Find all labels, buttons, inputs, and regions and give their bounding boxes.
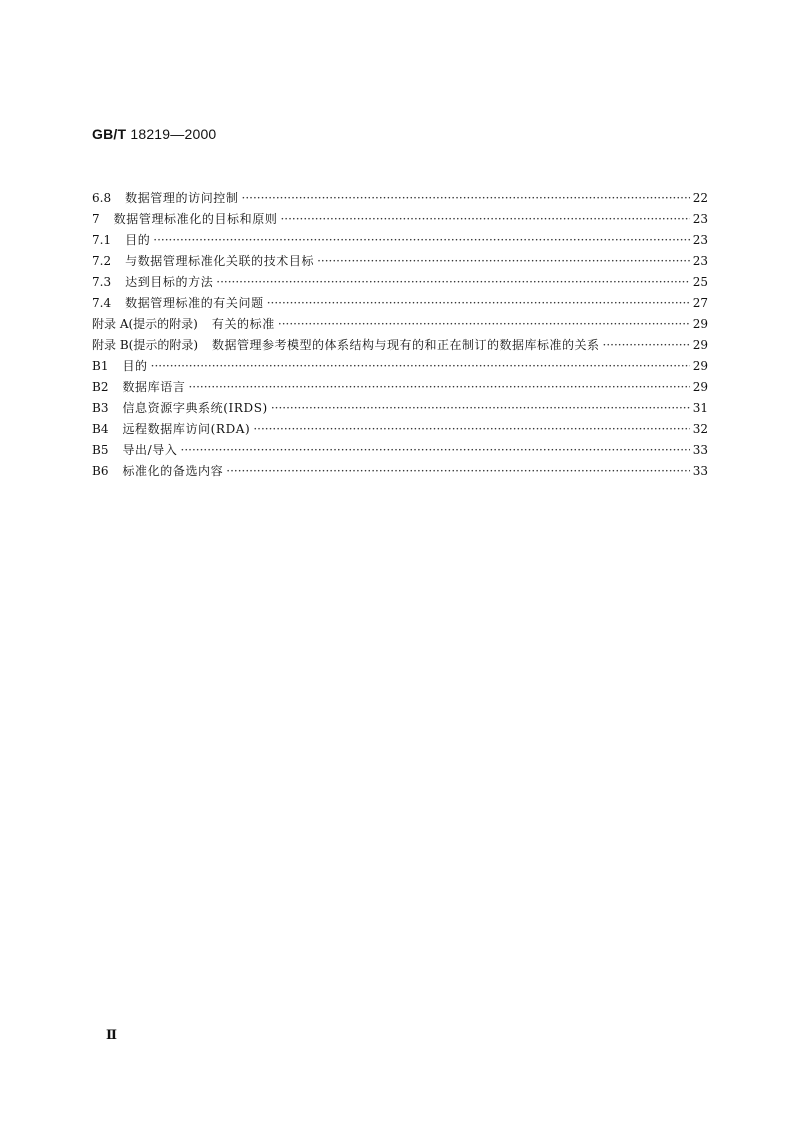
toc-title: 导出/导入 (122, 443, 178, 457)
toc-page-number: 29 (692, 317, 708, 331)
toc-leader-dots (181, 440, 690, 461)
toc-page-number: 27 (692, 296, 708, 310)
toc-leader-dots (317, 251, 690, 272)
table-of-contents (92, 188, 708, 482)
toc-entry-appendix-a[interactable] (92, 314, 708, 335)
toc-leader-dots (153, 230, 689, 251)
toc-page-number: 23 (692, 254, 708, 268)
toc-page-number: 32 (692, 422, 708, 436)
toc-number: 7.2 (92, 254, 112, 268)
toc-entry-b6[interactable] (92, 461, 708, 482)
toc-leader-dots (267, 293, 690, 314)
standard-prefix: GB/T (92, 126, 127, 142)
toc-title: 目的 (125, 233, 151, 247)
toc-number: B6 (92, 464, 109, 478)
toc-number: B4 (92, 422, 109, 436)
toc-page-number: 22 (692, 191, 708, 205)
toc-page-number: 25 (692, 275, 708, 289)
toc-page-number: 31 (692, 401, 708, 415)
toc-entry-6-8[interactable] (92, 188, 708, 209)
standard-code (92, 126, 216, 142)
toc-title: 目的 (122, 359, 148, 373)
toc-title: 有关的标准 (211, 317, 275, 331)
toc-leader-dots (188, 377, 689, 398)
toc-entry-b5[interactable] (92, 440, 708, 461)
standard-number: 18219—2000 (130, 126, 217, 142)
toc-title: 标准化的备选内容 (122, 464, 224, 478)
toc-page-number: 29 (692, 380, 708, 394)
toc-number: B3 (92, 401, 109, 415)
toc-page-number: 23 (692, 212, 708, 226)
toc-title: 数据管理标准化的目标和原则 (113, 212, 278, 226)
toc-leader-dots (280, 209, 689, 230)
toc-title: 数据管理参考模型的体系结构与现有的和正在制订的数据库标准的关系 (212, 338, 600, 352)
toc-page-number: 29 (692, 359, 708, 373)
toc-leader-dots (226, 461, 689, 482)
toc-title: 达到目标的方法 (125, 275, 214, 289)
toc-title: 数据管理的访问控制 (125, 191, 239, 205)
toc-title: 与数据管理标准化关联的技术目标 (125, 254, 315, 268)
toc-number: B2 (92, 380, 109, 394)
toc-entry-7[interactable] (92, 209, 708, 230)
toc-page-number: 33 (692, 443, 708, 457)
toc-page-number: 23 (692, 233, 708, 247)
toc-entry-appendix-b[interactable] (92, 335, 708, 356)
page-number-footer: Ⅱ (106, 1028, 117, 1043)
toc-entry-b2[interactable] (92, 377, 708, 398)
toc-leader-dots (271, 398, 690, 419)
toc-entry-b3[interactable] (92, 398, 708, 419)
toc-entry-7-1[interactable] (92, 230, 708, 251)
toc-number: 7.4 (92, 296, 112, 310)
toc-title: 信息资源字典系统(IRDS) (122, 401, 268, 415)
toc-title: 远程数据库访问(RDA) (122, 422, 251, 436)
toc-page-number: 33 (692, 464, 708, 478)
toc-title: 数据管理标准的有关问题 (125, 296, 264, 310)
toc-leader-dots (278, 314, 690, 335)
toc-entry-b4[interactable] (92, 419, 708, 440)
toc-entry-b1[interactable] (92, 356, 708, 377)
toc-leader-dots (253, 419, 689, 440)
toc-leader-dots (242, 188, 690, 209)
toc-number: 7.1 (92, 233, 112, 247)
toc-leader-dots (151, 356, 690, 377)
toc-number: 6.8 (92, 191, 112, 205)
toc-number: B1 (92, 359, 109, 373)
toc-number: 附录 B(提示的附录) (92, 338, 198, 352)
toc-leader-dots (603, 335, 690, 356)
toc-number: 7 (92, 212, 100, 226)
toc-number: 7.3 (92, 275, 112, 289)
toc-entry-7-2[interactable] (92, 251, 708, 272)
toc-entry-7-3[interactable] (92, 272, 708, 293)
toc-entry-7-4[interactable] (92, 293, 708, 314)
toc-title: 数据库语言 (122, 380, 186, 394)
toc-number: B5 (92, 443, 109, 457)
toc-page-number: 29 (692, 338, 708, 352)
toc-leader-dots (216, 272, 689, 293)
toc-number: 附录 A(提示的附录) (92, 317, 198, 331)
